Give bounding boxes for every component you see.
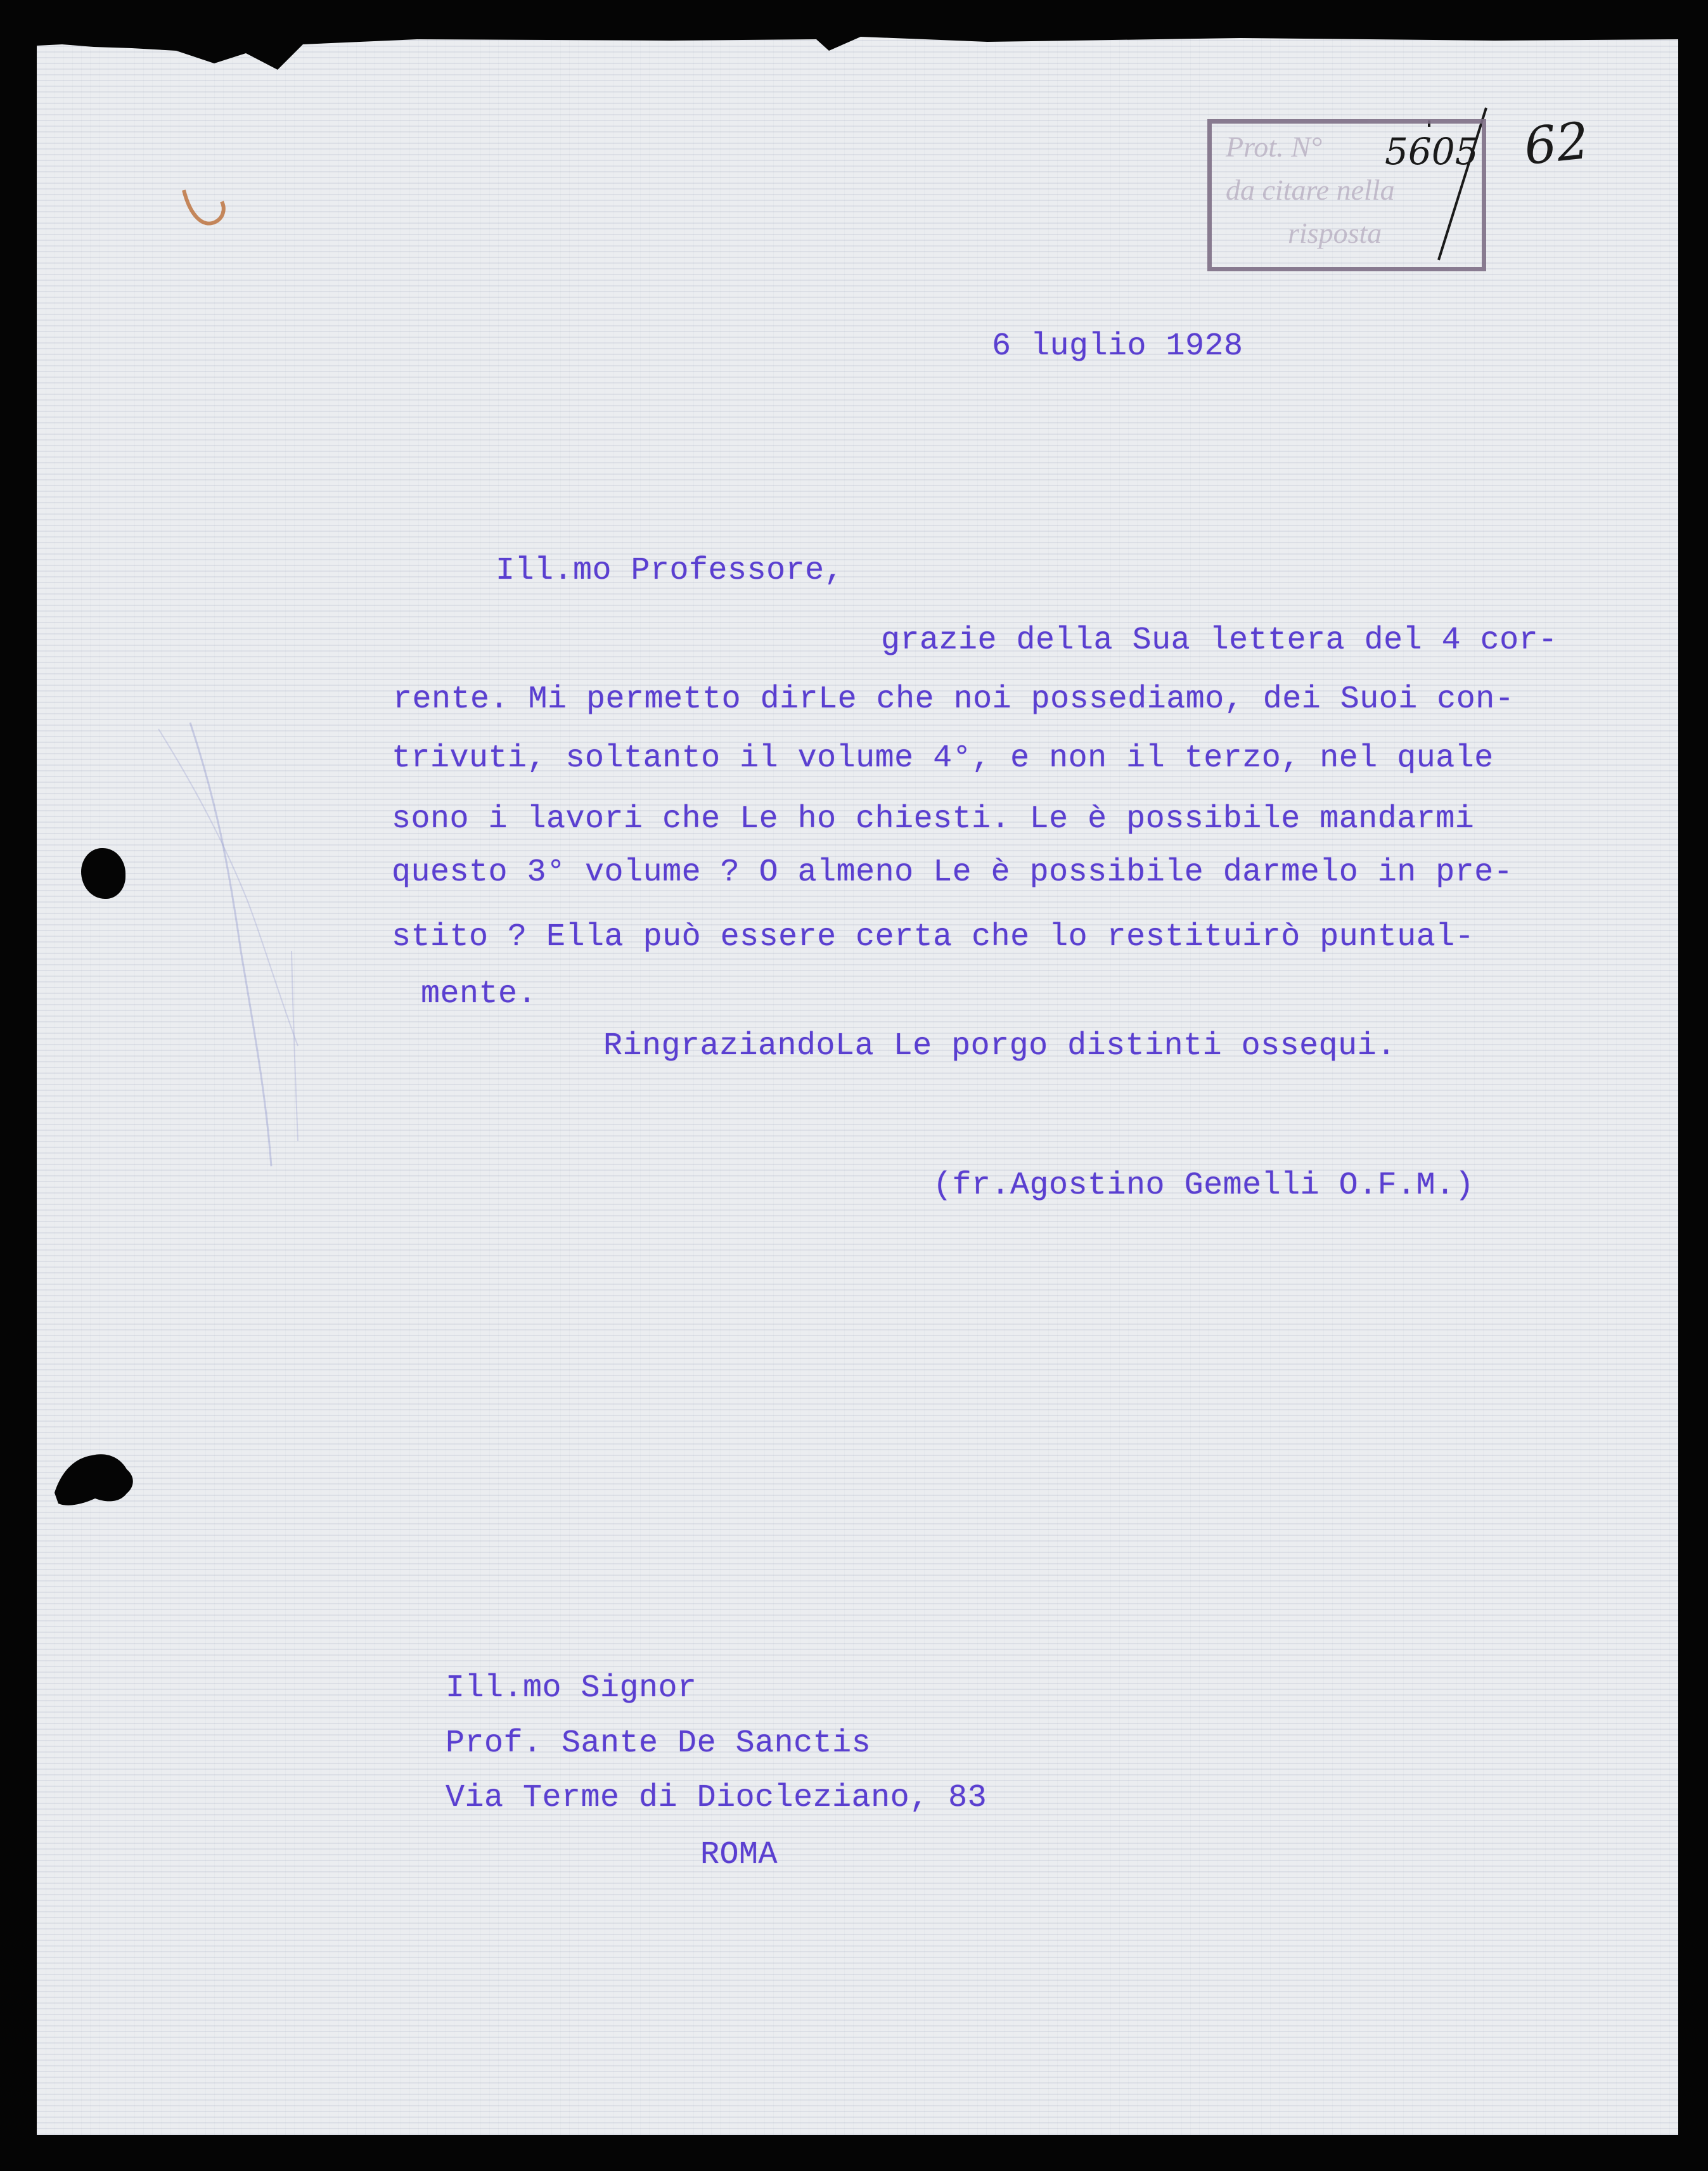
signature: (fr.Agostino Gemelli O.F.M.)	[933, 1168, 1475, 1204]
handwritten-folio-number: 62	[1521, 110, 1592, 177]
punch-hole-upper	[81, 848, 125, 899]
body-line: grazie della Sua lettera del 4 cor-	[881, 622, 1558, 659]
stamp-line: da citare nella	[1226, 174, 1395, 206]
letter-date: 6 luglio 1928	[992, 328, 1243, 364]
body-line: stito ? Ella può essere certa che lo restituirò puntual-	[392, 919, 1475, 955]
address-line: Prof. Sante De Sanctis	[446, 1725, 871, 1762]
stamp-line: Prot. N°	[1226, 131, 1323, 163]
body-line: rente. Mi permetto dirLe che noi possediamo, dei Suoi con-	[393, 681, 1515, 718]
handwritten-protocol-number: 5605	[1385, 130, 1479, 173]
body-line: sono i lavori che Le ho chiesti. Le è possibile mandarmi	[392, 801, 1475, 837]
address-line: Via Terme di Diocleziano, 83	[446, 1780, 987, 1816]
stamp-line: risposta	[1288, 217, 1382, 249]
body-line: questo 3° volume ? O almeno Le è possibile darmelo in pre-	[392, 854, 1513, 891]
body-line: trivuti, soltanto il volume 4°, e non il terzo, nel quale	[392, 740, 1494, 776]
address-line: Ill.mo Signor	[446, 1670, 697, 1706]
body-line: mente.	[421, 976, 537, 1012]
letter-sheet	[37, 37, 1678, 2135]
address-line: ROMA	[700, 1837, 778, 1873]
torn-top-edge	[37, 25, 1678, 76]
closing-line: RingraziandoLa Le porgo distinti ossequi.	[603, 1028, 1396, 1064]
salutation: Ill.mo Professore,	[496, 553, 844, 589]
